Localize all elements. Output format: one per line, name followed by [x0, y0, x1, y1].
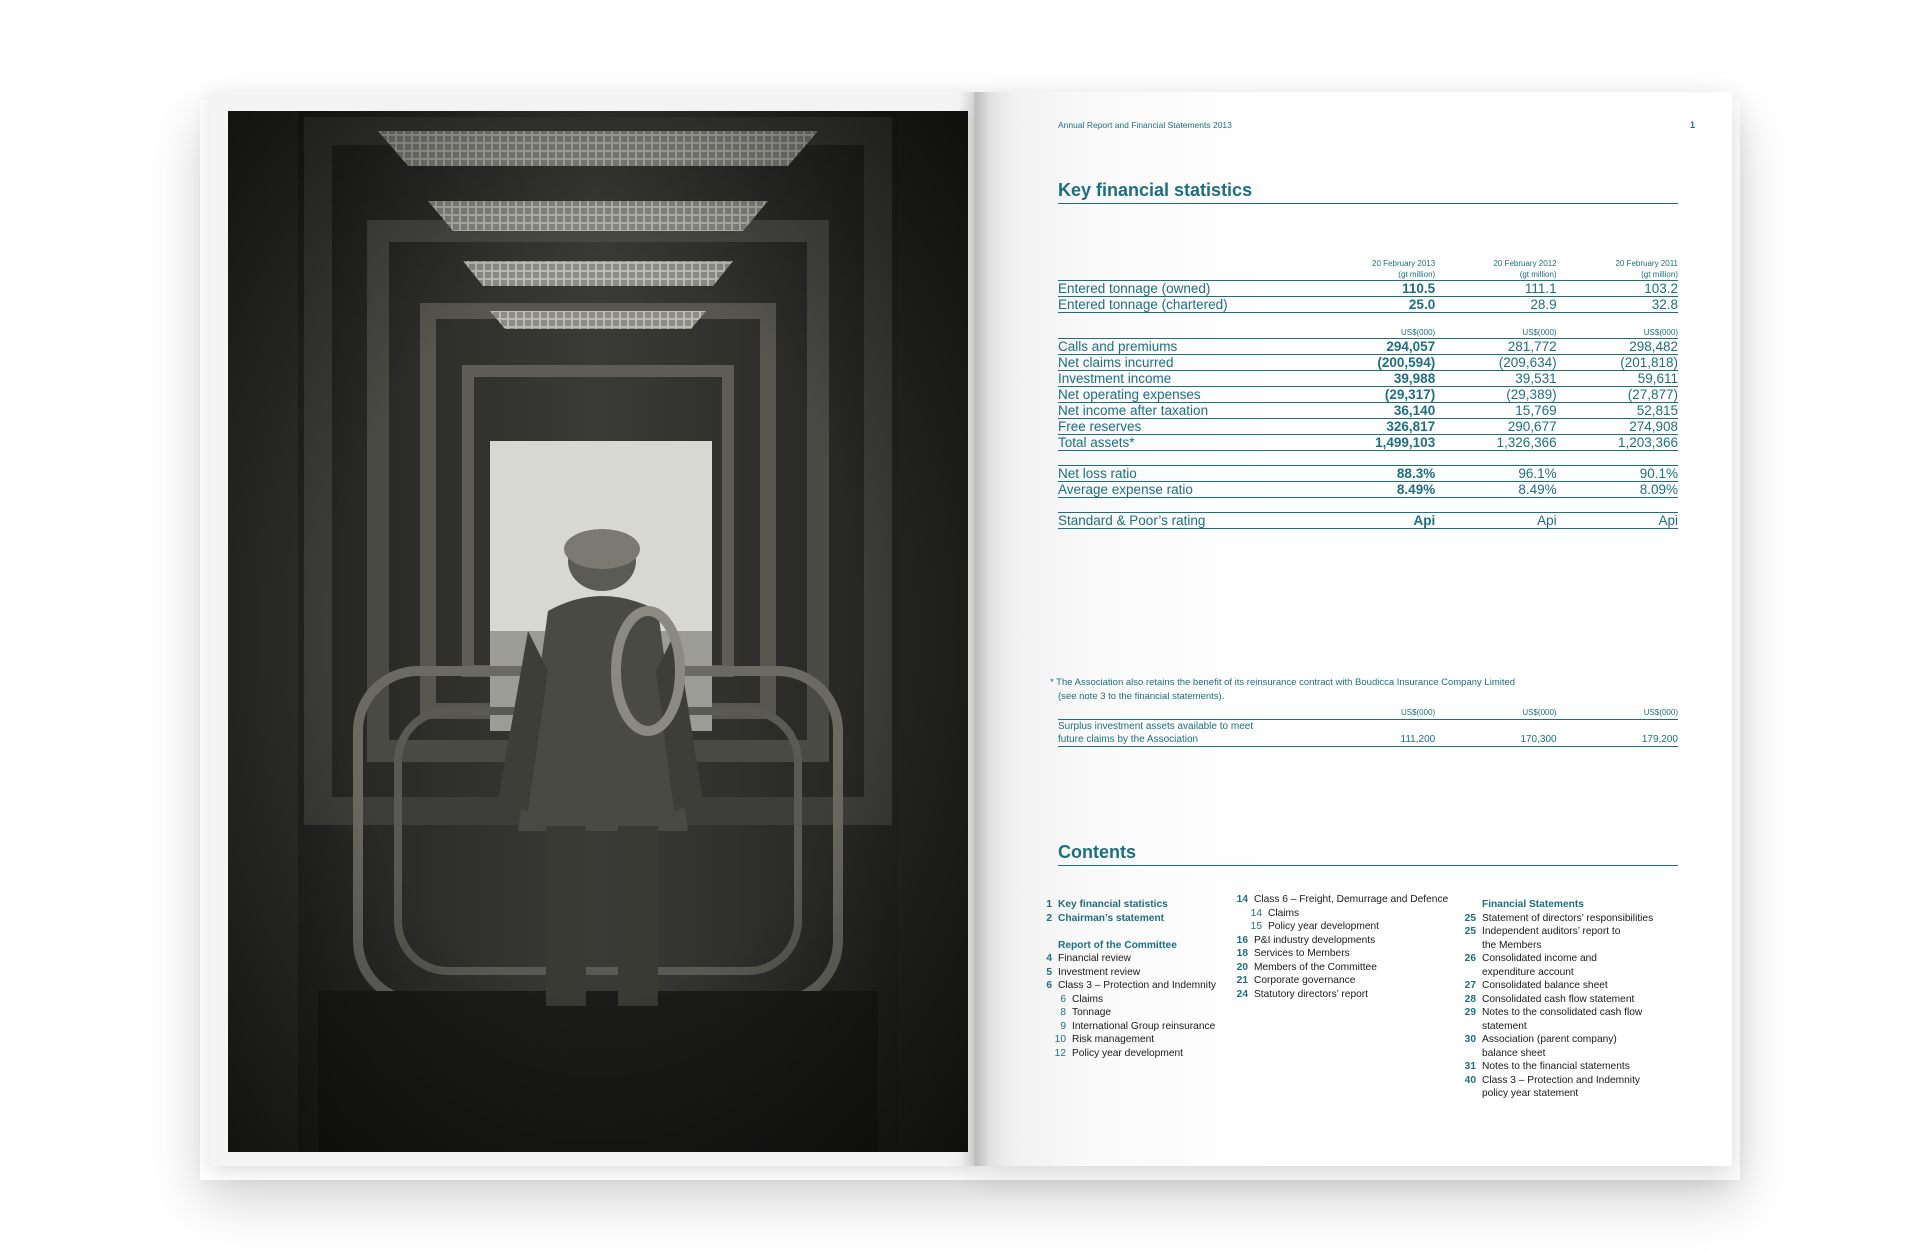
row-label: Entered tonnage (chartered): [1058, 297, 1314, 313]
row-value: 28.9: [1435, 297, 1556, 313]
worker-photograph: [228, 111, 968, 1152]
toc-item[interactable]: 28 Consolidated cash flow statement: [1464, 993, 1635, 1005]
toc-item[interactable]: 1 Key financial statistics: [1046, 899, 1168, 910]
row-value: (29,317): [1314, 387, 1435, 403]
toc-item[interactable]: 2 Chairman’s statement: [1046, 912, 1165, 924]
row-value: 25.0: [1314, 297, 1435, 313]
toc-subitem[interactable]: 10 Risk management: [1054, 1034, 1155, 1045]
toc-subitem[interactable]: 15 Policy year development: [1250, 921, 1379, 932]
toc-item-continued: statement: [1482, 1020, 1527, 1032]
currency-unit: US$(000): [1522, 708, 1557, 717]
row-label: future claims by the Association: [1058, 733, 1314, 747]
column-unit-row: [1058, 269, 1678, 281]
row-value: Api: [1557, 513, 1678, 529]
currency-unit-row: [1058, 327, 1678, 339]
column-date: 20 February 2012: [1493, 259, 1557, 268]
toc-heading: Report of the Committee: [1058, 939, 1177, 951]
row-label: Standard & Poor’s rating: [1058, 513, 1314, 529]
toc-item[interactable]: 18 Services to Members: [1236, 948, 1350, 959]
toc-item[interactable]: 27 Consolidated balance sheet: [1464, 980, 1608, 991]
row-value: Api: [1314, 513, 1435, 529]
row-value: 39,988: [1314, 371, 1435, 387]
toc-subitem[interactable]: 14 Claims: [1250, 907, 1300, 919]
row-label: Average expense ratio: [1058, 482, 1314, 498]
row-label: Investment income: [1058, 371, 1314, 387]
table-row: [1058, 281, 1678, 297]
row-label: Net income after taxation: [1058, 403, 1314, 419]
toc-item[interactable]: 6 Class 3 – Protection and Indemnity: [1046, 980, 1216, 991]
toc-item-continued: expenditure account: [1482, 966, 1574, 978]
surplus-table: [1058, 706, 1678, 747]
currency-unit: US$(000): [1400, 328, 1436, 337]
toc-subitem[interactable]: 12 Policy year development: [1054, 1047, 1183, 1059]
table-row: [1058, 466, 1678, 482]
currency-unit: US$(000): [1522, 328, 1557, 337]
toc-item[interactable]: 31 Notes to the financial statements: [1464, 1061, 1630, 1072]
currency-unit: US$(000): [1643, 708, 1678, 717]
table-row: [1058, 387, 1678, 403]
row-value: 15,769: [1435, 403, 1556, 419]
toc-item[interactable]: 40 Class 3 – Protection and Indemnity: [1464, 1074, 1640, 1086]
toc-subitem[interactable]: 9 International Group reinsurance: [1060, 1020, 1216, 1032]
row-value: 103.2: [1557, 281, 1678, 297]
row-value: 36,140: [1314, 403, 1435, 419]
running-head: Annual Report and Financial Statements 2013: [1058, 120, 1232, 130]
row-value: 1,499,103: [1314, 435, 1435, 451]
row-value: 32.8: [1557, 297, 1678, 313]
table-row: [1058, 513, 1678, 529]
row-label: Calls and premiums: [1058, 339, 1314, 355]
row-label: Total assets*: [1058, 435, 1314, 451]
table-row: [1058, 720, 1678, 734]
table-row: [1058, 371, 1678, 387]
table-row: [1058, 355, 1678, 371]
currency-unit: US$(000): [1400, 708, 1436, 717]
footnote-line: * The Association also retains the benefit of its reinsurance contract with Boudicca Insurance Company Limited: [1050, 677, 1516, 688]
row-value: (200,594): [1314, 355, 1435, 371]
row-value: 52,815: [1557, 403, 1678, 419]
row-label: Entered tonnage (owned): [1058, 281, 1314, 297]
toc-item[interactable]: 16 P&I industry developments: [1236, 934, 1376, 946]
row-value: (209,634): [1435, 355, 1556, 371]
row-value: 111.1: [1435, 281, 1556, 297]
row-value: 326,817: [1314, 419, 1435, 435]
toc-item[interactable]: 26 Consolidated income and: [1464, 953, 1597, 964]
contents-column-1: [1036, 898, 1226, 1060]
contents-title: Contents: [1058, 842, 1678, 866]
row-value: 96.1%: [1435, 466, 1556, 482]
toc-item[interactable]: 24 Statutory directors’ report: [1236, 988, 1368, 1000]
toc-item[interactable]: 14 Class 6 – Freight, Demurrage and Defence: [1236, 894, 1449, 905]
row-value: 179,200: [1557, 733, 1678, 747]
toc-subitem[interactable]: 6 Claims: [1060, 993, 1104, 1005]
footnote-line: (see note 3 to the financial statements).: [1058, 691, 1225, 702]
row-value: 298,482: [1557, 339, 1678, 355]
table-row: [1058, 482, 1678, 498]
column-date: 20 February 2011: [1615, 259, 1678, 268]
table-row: [1058, 339, 1678, 355]
row-label: Net claims incurred: [1058, 355, 1314, 371]
row-value: 8.49%: [1314, 482, 1435, 498]
row-value: 294,057: [1314, 339, 1435, 355]
table-row: [1058, 419, 1678, 435]
table-row: [1058, 733, 1678, 747]
toc-item[interactable]: 25 Independent auditors’ report to: [1464, 926, 1621, 937]
row-value: 8.09%: [1557, 482, 1678, 498]
row-value: 90.1%: [1557, 466, 1678, 482]
row-value: 274,908: [1557, 419, 1678, 435]
table-row: [1058, 403, 1678, 419]
toc-heading: Financial Statements: [1482, 899, 1584, 910]
row-value: 290,677: [1435, 419, 1556, 435]
currency-unit: US$(000): [1643, 328, 1678, 337]
row-value: 8.49%: [1435, 482, 1556, 498]
toc-item[interactable]: 30 Association (parent company): [1464, 1034, 1617, 1045]
row-value: 88.3%: [1314, 466, 1435, 482]
toc-item-continued: balance sheet: [1482, 1047, 1546, 1059]
row-label: Net loss ratio: [1058, 466, 1314, 482]
contents-column-3: [1460, 898, 1685, 1101]
row-value: 1,203,366: [1557, 435, 1678, 451]
row-label: Surplus investment assets available to meet: [1058, 720, 1314, 734]
row-value: 281,772: [1435, 339, 1556, 355]
row-value: 110.5: [1314, 281, 1435, 297]
row-value: 39,531: [1435, 371, 1556, 387]
row-value: (29,389): [1435, 387, 1556, 403]
table-row: [1058, 297, 1678, 313]
row-value: (201,818): [1557, 355, 1678, 371]
surplus-unit-row: [1058, 706, 1678, 720]
page-number: 1: [1690, 120, 1696, 130]
footnote: [1050, 676, 1690, 704]
toc-item[interactable]: 20 Members of the Committee: [1236, 961, 1377, 973]
toc-item[interactable]: 29 Notes to the consolidated cash flow: [1464, 1007, 1643, 1018]
column-unit: (gt million): [1519, 270, 1557, 279]
row-value: 1,326,366: [1435, 435, 1556, 451]
row-label: Net operating expenses: [1058, 387, 1314, 403]
row-value: (27,877): [1557, 387, 1678, 403]
column-date: 20 February 2013: [1372, 259, 1436, 268]
toc-subitem[interactable]: 8 Tonnage: [1060, 1007, 1112, 1018]
column-unit: (gt million): [1398, 270, 1436, 279]
toc-item[interactable]: 21 Corporate governance: [1236, 975, 1356, 986]
contents-column-2: [1232, 893, 1457, 1001]
toc-item[interactable]: 4 Financial review: [1046, 953, 1132, 964]
table-row: [1058, 435, 1678, 451]
column-unit: (gt million): [1641, 270, 1678, 279]
toc-item-continued: policy year statement: [1482, 1088, 1579, 1099]
row-value: Api: [1435, 513, 1556, 529]
row-label: Free reserves: [1058, 419, 1314, 435]
row-value: 170,300: [1435, 733, 1556, 747]
key-stats-title: Key financial statistics: [1058, 180, 1678, 204]
toc-item[interactable]: 5 Investment review: [1046, 966, 1141, 978]
column-date-row: [1058, 258, 1678, 269]
toc-item-continued: the Members: [1482, 939, 1542, 951]
row-value: 59,611: [1557, 371, 1678, 387]
key-stats-table: [1058, 258, 1678, 529]
toc-item[interactable]: 25 Statement of directors’ responsibilities: [1464, 912, 1654, 924]
row-value: 111,200: [1314, 733, 1435, 747]
